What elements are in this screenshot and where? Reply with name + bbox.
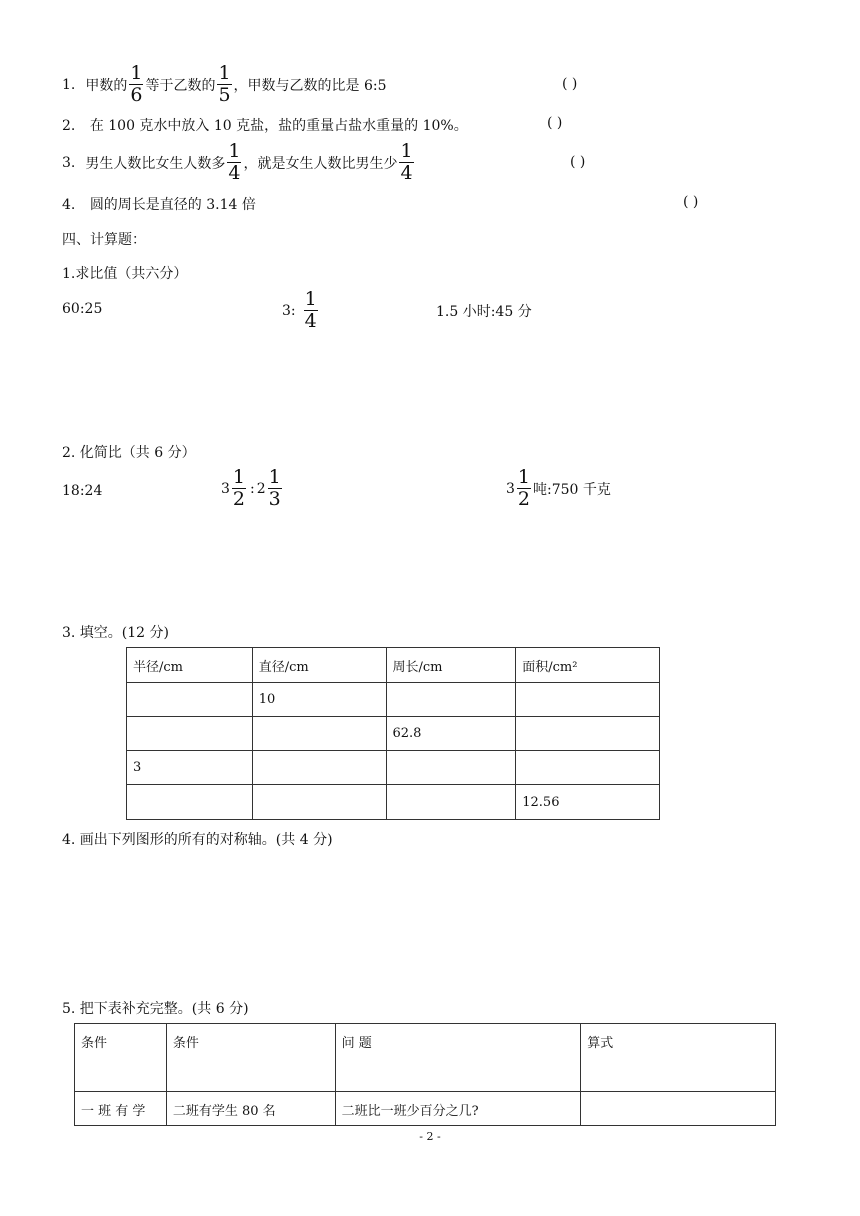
section-title: 四、计算题： [62,232,146,248]
table-cell[interactable] [252,717,386,751]
denominator: 4 [400,162,413,184]
denominator: 4 [304,310,317,332]
calc-item [221,468,284,509]
ratio-sign: : [250,480,255,497]
fraction [399,142,413,183]
table-cell[interactable] [386,785,516,820]
calc-item: 60:25 [62,301,103,317]
table-cell[interactable] [386,751,516,785]
table-cell[interactable]: 二班有学生 80 名 [166,1092,335,1126]
calc-item [506,468,611,509]
answer-paren[interactable]: ( ) [547,115,563,131]
denominator: 4 [228,162,241,184]
numerator: 1 [130,62,143,84]
table-cell[interactable] [386,683,516,717]
table-cell[interactable]: 一 班 有 学 [75,1092,167,1126]
question-text: 甲数的 [85,77,128,94]
whole-number: 3 [221,480,230,497]
question-text: ，甲数与乙数的比是 6:5 [233,77,387,94]
table-cell[interactable] [252,751,386,785]
numerator: 1 [517,466,531,488]
table-row [127,683,660,717]
numerator: 1 [400,140,413,162]
numerator: 1 [228,140,241,162]
table-header-row [127,648,660,683]
table-cell[interactable] [127,683,253,717]
table-cell[interactable]: 62.8 [386,717,516,751]
subsection-title: 2. 化简比（共 6 分） [62,445,196,461]
calc-item: 18:24 [62,483,103,499]
question-number: 2. [62,118,76,134]
question-number: 1. [62,76,76,93]
numerator: 1 [232,466,246,488]
table-header-cell: 条件 [75,1024,167,1092]
table-header-cell: 条件 [166,1024,335,1092]
table-header-cell: 半径/cm [127,648,253,683]
calc-item: 1.5 小时:45 分 [436,304,532,320]
calc-item [282,290,320,331]
table-row [127,751,660,785]
fraction [304,290,318,331]
table-cell[interactable] [127,717,253,751]
subsection-title: 3. 填空。(12 分) [62,625,169,641]
table-row [127,717,660,751]
subsection-title: 1.求比值（共六分） [62,266,188,282]
table-header-row [75,1024,776,1092]
page-number: - 2 - [419,1130,441,1143]
question-2 [62,115,468,135]
denominator: 3 [268,488,281,510]
question-text: 在 100 克水中放入 10 克盐，盐的重量占盐水重量的 10%。 [89,118,468,134]
question-3 [62,142,416,183]
fraction [227,142,241,183]
question-text: 等于乙数的 [145,77,216,94]
denominator: 6 [130,84,143,106]
subsection-title: 5. 把下表补充完整。(共 6 分) [62,1001,249,1017]
table-header-cell: 问 题 [335,1024,581,1092]
table-header-cell: 直径/cm [252,648,386,683]
table-row [127,785,660,820]
calc-prefix: 3: [282,302,296,319]
denominator: 5 [218,84,231,106]
question-1 [62,64,387,105]
table-cell[interactable] [516,751,660,785]
numerator: 1 [268,466,281,488]
answer-paren[interactable]: ( ) [562,76,578,92]
table-cell[interactable]: 二班比一班少百分之几? [335,1092,581,1126]
fraction [232,468,246,509]
table-cell[interactable] [581,1092,776,1126]
question-text: 圆的周长是直径的 3.14 倍 [89,197,256,213]
circle-table [126,647,660,820]
calc-suffix: 吨:750 千克 [533,481,611,498]
table-cell[interactable]: 3 [127,751,253,785]
numerator: 1 [304,288,317,310]
table-header-cell: 面积/cm² [516,648,660,683]
numerator: 1 [218,62,231,84]
fraction [129,64,143,105]
table-cell[interactable]: 10 [252,683,386,717]
table-cell[interactable]: 12.56 [516,785,660,820]
denominator: 2 [517,488,531,510]
table-cell[interactable] [516,683,660,717]
question-number: 3. [62,154,76,171]
table-row [75,1092,776,1126]
question-number: 4. [62,197,76,213]
whole-number: 3 [506,480,515,497]
question-text: ，就是女生人数比男生少 [243,155,398,172]
table-cell[interactable] [252,785,386,820]
table-cell[interactable] [516,717,660,751]
fraction [517,468,531,509]
whole-number: 2 [256,480,266,497]
problem-table [74,1023,776,1126]
table-header-cell: 周长/cm [386,648,516,683]
subsection-title: 4. 画出下列图形的所有的对称轴。(共 4 分) [62,832,333,848]
table-cell[interactable] [127,785,253,820]
denominator: 2 [232,488,246,510]
answer-paren[interactable]: ( ) [570,154,586,170]
question-text: 男生人数比女生人数多 [85,155,226,172]
table-header-cell: 算式 [581,1024,776,1092]
fraction [217,64,231,105]
fraction [268,468,282,509]
question-4 [62,194,256,214]
answer-paren[interactable]: ( ) [683,194,699,210]
